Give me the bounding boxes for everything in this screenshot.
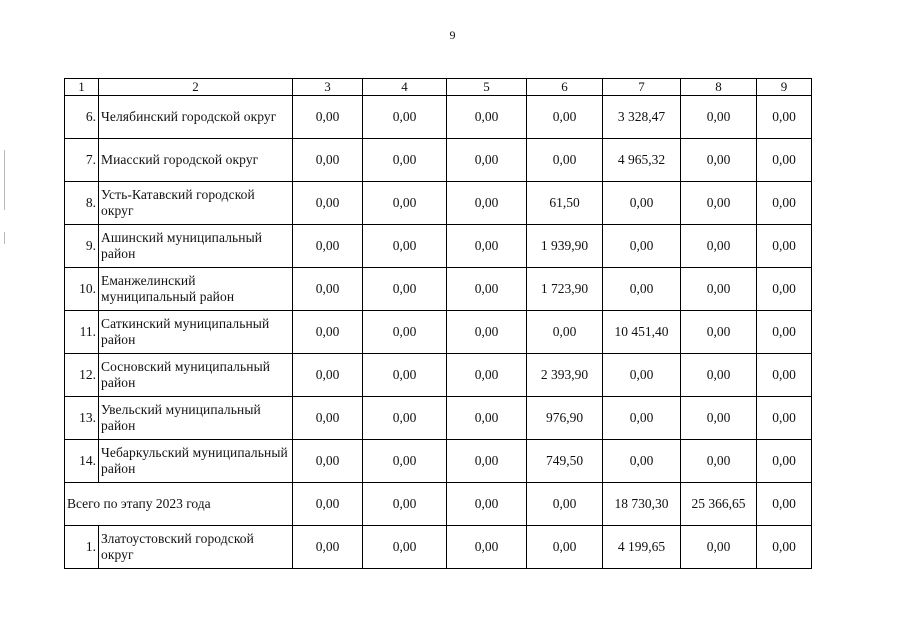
table-row [65,311,812,354]
cell-col8: 0,00 [681,440,757,483]
cell-col7: 0,00 [603,440,681,483]
column-header: 8 [681,79,757,96]
table-row [65,268,812,311]
cell-col6: 61,50 [527,182,603,225]
cell-col9: 0,00 [757,397,812,440]
cell-col3: 0,00 [293,311,363,354]
total-col7: 18 730,30 [603,483,681,526]
cell-col5: 0,00 [447,397,527,440]
municipality-name: Увельский муниципальный район [99,397,293,440]
municipality-name: Чебаркульский муниципальный район [99,440,293,483]
cell-col9: 0,00 [757,268,812,311]
page-number: 9 [449,28,456,42]
cell-col6: 0,00 [527,311,603,354]
row-index: 6. [65,96,99,139]
cell-col7: 0,00 [603,354,681,397]
table-row [65,526,812,569]
cell-col5: 0,00 [447,96,527,139]
cell-col3: 0,00 [293,354,363,397]
cell-col6: 749,50 [527,440,603,483]
total-col5: 0,00 [447,483,527,526]
table-row [65,440,812,483]
cell-col6: 0,00 [527,526,603,569]
cell-col4: 0,00 [363,96,447,139]
cell-col8: 0,00 [681,268,757,311]
cell-col8: 0,00 [681,354,757,397]
row-index: 14. [65,440,99,483]
table-row [65,182,812,225]
cell-col9: 0,00 [757,96,812,139]
municipality-name: Сосновский муниципальный район [99,354,293,397]
cell-col5: 0,00 [447,440,527,483]
cell-col7: 3 328,47 [603,96,681,139]
row-index: 1. [65,526,99,569]
cell-col9: 0,00 [757,526,812,569]
cell-col5: 0,00 [447,354,527,397]
table-row [65,225,812,268]
cell-col4: 0,00 [363,354,447,397]
cell-col8: 0,00 [681,526,757,569]
table-row [65,354,812,397]
scan-artifact-line [4,150,5,210]
cell-col8: 0,00 [681,96,757,139]
municipality-name: Ашинский муниципальный район [99,225,293,268]
cell-col6: 1 939,90 [527,225,603,268]
cell-col7: 4 965,32 [603,139,681,182]
column-header: 2 [99,79,293,96]
cell-col5: 0,00 [447,526,527,569]
cell-col8: 0,00 [681,311,757,354]
table-row [65,397,812,440]
cell-col4: 0,00 [363,268,447,311]
cell-col5: 0,00 [447,311,527,354]
cell-col4: 0,00 [363,225,447,268]
row-index: 12. [65,354,99,397]
total-row [65,483,812,526]
total-label: Всего по этапу 2023 года [65,483,293,526]
cell-col3: 0,00 [293,139,363,182]
total-col3: 0,00 [293,483,363,526]
data-table [64,78,812,569]
cell-col9: 0,00 [757,440,812,483]
row-index: 10. [65,268,99,311]
cell-col7: 0,00 [603,397,681,440]
cell-col3: 0,00 [293,440,363,483]
column-header: 1 [65,79,99,96]
cell-col5: 0,00 [447,182,527,225]
total-col6: 0,00 [527,483,603,526]
row-index: 11. [65,311,99,354]
cell-col9: 0,00 [757,354,812,397]
cell-col6: 1 723,90 [527,268,603,311]
cell-col3: 0,00 [293,268,363,311]
cell-col8: 0,00 [681,139,757,182]
cell-col6: 976,90 [527,397,603,440]
municipality-name: Еманжелинский муниципальный район [99,268,293,311]
cell-col4: 0,00 [363,397,447,440]
municipality-name: Челябинский городской округ [99,96,293,139]
cell-col4: 0,00 [363,311,447,354]
total-col8: 25 366,65 [681,483,757,526]
cell-col7: 0,00 [603,268,681,311]
cell-col6: 2 393,90 [527,354,603,397]
column-header: 6 [527,79,603,96]
column-header: 5 [447,79,527,96]
cell-col5: 0,00 [447,139,527,182]
cell-col3: 0,00 [293,182,363,225]
cell-col3: 0,00 [293,225,363,268]
table-header-row [65,79,812,96]
cell-col9: 0,00 [757,311,812,354]
cell-col7: 4 199,65 [603,526,681,569]
cell-col8: 0,00 [681,182,757,225]
cell-col5: 0,00 [447,268,527,311]
cell-col8: 0,00 [681,225,757,268]
cell-col3: 0,00 [293,526,363,569]
cell-col3: 0,00 [293,397,363,440]
row-index: 13. [65,397,99,440]
table-row [65,96,812,139]
column-header: 3 [293,79,363,96]
scan-artifact-line [4,232,5,244]
row-index: 9. [65,225,99,268]
cell-col3: 0,00 [293,96,363,139]
cell-col8: 0,00 [681,397,757,440]
cell-col6: 0,00 [527,96,603,139]
cell-col4: 0,00 [363,182,447,225]
cell-col7: 10 451,40 [603,311,681,354]
column-header: 4 [363,79,447,96]
row-index: 7. [65,139,99,182]
cell-col4: 0,00 [363,440,447,483]
column-header: 7 [603,79,681,96]
cell-col9: 0,00 [757,225,812,268]
column-header: 9 [757,79,812,96]
cell-col9: 0,00 [757,139,812,182]
municipality-name: Усть-Катавский городской округ [99,182,293,225]
municipality-name: Миасский городской округ [99,139,293,182]
cell-col6: 0,00 [527,139,603,182]
row-index: 8. [65,182,99,225]
municipality-name: Саткинский муниципальный район [99,311,293,354]
cell-col4: 0,00 [363,139,447,182]
cell-col5: 0,00 [447,225,527,268]
cell-col9: 0,00 [757,182,812,225]
total-col4: 0,00 [363,483,447,526]
cell-col7: 0,00 [603,225,681,268]
cell-col4: 0,00 [363,526,447,569]
cell-col7: 0,00 [603,182,681,225]
total-col9: 0,00 [757,483,812,526]
municipality-name: Златоустовский городской округ [99,526,293,569]
table-row [65,139,812,182]
